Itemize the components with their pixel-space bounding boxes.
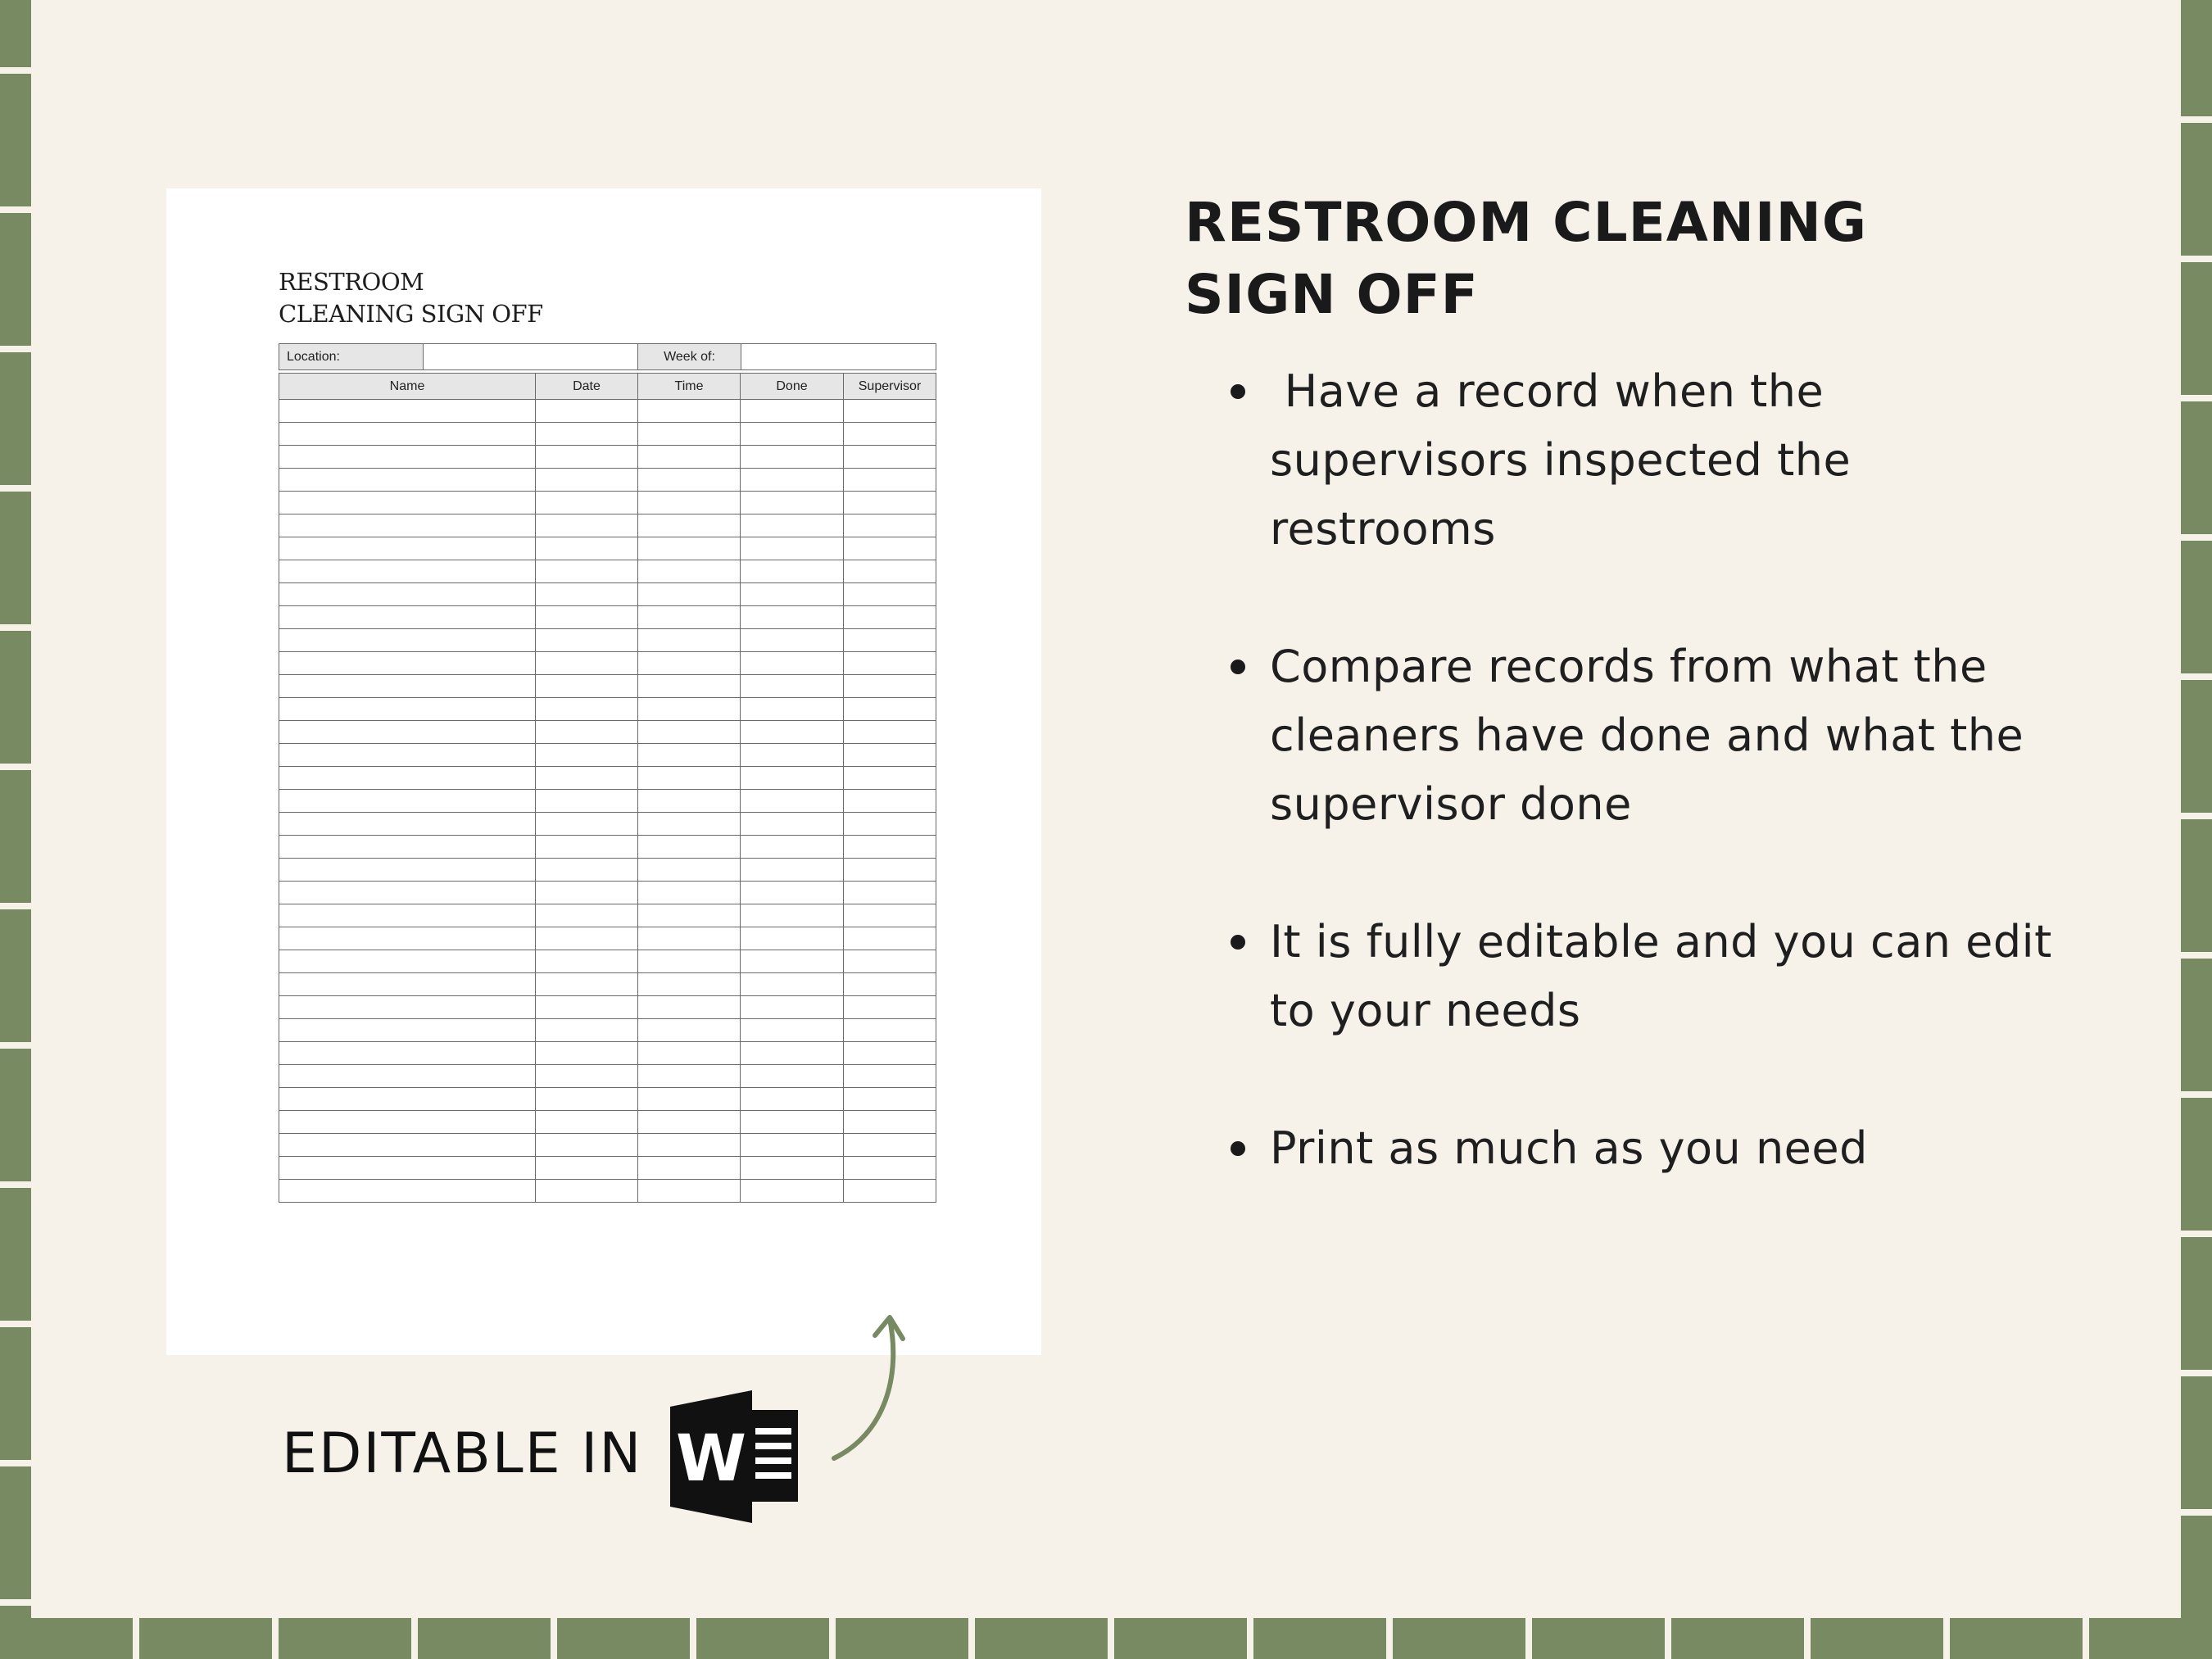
sign-off-cell[interactable] [638, 514, 741, 537]
sign-off-cell[interactable] [844, 1019, 936, 1042]
border-tile [0, 1327, 31, 1460]
sign-off-cell[interactable] [741, 836, 844, 859]
sign-off-cell[interactable] [536, 790, 638, 813]
feature-item [1221, 632, 2056, 839]
week-of-field[interactable] [741, 344, 936, 370]
curved-arrow-icon [819, 1303, 926, 1466]
editable-in-label: EDITABLE IN [282, 1421, 643, 1486]
sign-off-cell[interactable] [844, 744, 936, 767]
sign-off-cell[interactable] [536, 514, 638, 537]
column-header-time: Time [638, 374, 741, 400]
sign-off-cell[interactable] [638, 996, 741, 1019]
border-tile [418, 1618, 551, 1659]
sign-off-cell[interactable] [844, 629, 936, 652]
sign-off-cell[interactable] [844, 1111, 936, 1134]
sign-off-cell[interactable] [536, 927, 638, 950]
location-week-table [279, 343, 936, 370]
sign-off-cell[interactable] [279, 583, 536, 606]
sign-off-cell[interactable] [536, 836, 638, 859]
sign-off-cell[interactable] [741, 790, 844, 813]
sign-off-cell[interactable] [741, 492, 844, 514]
sign-off-row [279, 400, 936, 423]
feature-text: Print as much as you need [1270, 1122, 1868, 1174]
border-tile [0, 1618, 133, 1659]
border-tile [2089, 1618, 2212, 1659]
sign-off-cell[interactable] [741, 583, 844, 606]
sign-off-cell[interactable] [741, 698, 844, 721]
sign-off-cell[interactable] [638, 1111, 741, 1134]
sign-off-cell[interactable] [279, 744, 536, 767]
border-tile [2181, 680, 2212, 813]
sign-off-cell[interactable] [741, 652, 844, 675]
sign-off-cell[interactable] [844, 583, 936, 606]
border-tile [0, 1188, 31, 1321]
sign-off-row [279, 560, 936, 583]
sign-off-cell[interactable] [279, 859, 536, 882]
bullet-dot-icon [1231, 660, 1245, 674]
sign-off-row [279, 859, 936, 882]
feature-text: Compare records from what the cleaners have done and what the supervisor done [1270, 641, 2024, 830]
sign-off-row [279, 1065, 936, 1088]
border-tile [0, 74, 31, 206]
sign-off-cell[interactable] [844, 973, 936, 996]
sign-off-cell[interactable] [279, 790, 536, 813]
sign-off-cell[interactable] [536, 423, 638, 446]
sign-off-cell[interactable] [844, 927, 936, 950]
document-title-line-1: RESTROOM [279, 268, 424, 296]
sign-off-cell[interactable] [844, 675, 936, 698]
sign-off-cell[interactable] [741, 629, 844, 652]
sign-off-cell[interactable] [279, 1157, 536, 1180]
sign-off-cell[interactable] [638, 698, 741, 721]
sign-off-cell[interactable] [638, 469, 741, 492]
sign-off-cell[interactable] [536, 1134, 638, 1157]
border-tile [2181, 123, 2212, 256]
document-title-line-2: CLEANING SIGN OFF [279, 300, 543, 328]
feature-text: Have a record when the supervisors inspected the restrooms [1270, 365, 1865, 555]
arrow-shaft [834, 1319, 893, 1458]
border-tile [0, 1466, 31, 1599]
border-tile [1671, 1618, 1804, 1659]
sign-off-cell[interactable] [638, 1019, 741, 1042]
sign-off-cell[interactable] [844, 859, 936, 882]
sign-off-row [279, 1157, 936, 1180]
sign-off-cell[interactable] [741, 1019, 844, 1042]
sign-off-cell[interactable] [536, 1111, 638, 1134]
sign-off-cell[interactable] [279, 813, 536, 836]
sign-off-cell[interactable] [536, 400, 638, 423]
sign-off-cell[interactable] [638, 790, 741, 813]
sign-off-row [279, 537, 936, 560]
sign-off-cell[interactable] [844, 1042, 936, 1065]
border-tile [1811, 1618, 1943, 1659]
border-tile [2181, 1376, 2212, 1509]
border-tile [1114, 1618, 1247, 1659]
sign-off-cell[interactable] [741, 560, 844, 583]
sign-off-cell[interactable] [279, 537, 536, 560]
sign-off-cell[interactable] [844, 514, 936, 537]
sign-off-cell[interactable] [844, 469, 936, 492]
word-icon-letter: W [675, 1422, 747, 1496]
bullet-dot-icon [1231, 1141, 1245, 1156]
sign-off-header-row [279, 374, 936, 400]
sign-off-cell[interactable] [844, 996, 936, 1019]
sign-off-cell[interactable] [279, 882, 536, 904]
product-title: RESTROOM CLEANING SIGN OFF [1185, 191, 1868, 326]
sign-off-cell[interactable] [279, 492, 536, 514]
sign-off-cell[interactable] [741, 1134, 844, 1157]
sign-off-row [279, 514, 936, 537]
sign-off-row [279, 927, 936, 950]
sign-off-cell[interactable] [844, 698, 936, 721]
sign-off-cell[interactable] [638, 767, 741, 790]
sign-off-cell[interactable] [279, 1180, 536, 1203]
sign-off-cell[interactable] [279, 1134, 536, 1157]
sign-off-cell[interactable] [638, 1180, 741, 1203]
border-tile [2181, 1098, 2212, 1231]
sign-off-cell[interactable] [638, 1134, 741, 1157]
sign-off-cell[interactable] [844, 606, 936, 629]
sign-off-cell[interactable] [638, 859, 741, 882]
sign-off-cell[interactable] [844, 1065, 936, 1088]
sign-off-cell[interactable] [279, 927, 536, 950]
column-header-name: Name [279, 374, 536, 400]
sign-off-row [279, 492, 936, 514]
sign-off-cell[interactable] [279, 721, 536, 744]
word-icon-line [755, 1428, 791, 1435]
sign-off-cell[interactable] [279, 423, 536, 446]
sign-off-row [279, 1019, 936, 1042]
border-tile [2181, 819, 2212, 952]
sign-off-cell[interactable] [279, 446, 536, 469]
sign-off-cell[interactable] [741, 423, 844, 446]
sign-off-row [279, 973, 936, 996]
sign-off-cell[interactable] [741, 1111, 844, 1134]
sign-off-cell[interactable] [279, 1111, 536, 1134]
sign-off-cell[interactable] [741, 904, 844, 927]
sign-off-row [279, 629, 936, 652]
document-preview [166, 188, 1041, 1355]
microsoft-word-icon [670, 1390, 801, 1523]
sign-off-cell[interactable] [741, 469, 844, 492]
sign-off-cell[interactable] [638, 836, 741, 859]
border-tile [139, 1618, 272, 1659]
sign-off-cell[interactable] [536, 1042, 638, 1065]
sign-off-cell[interactable] [536, 813, 638, 836]
sign-off-cell[interactable] [536, 652, 638, 675]
sign-off-cell[interactable] [279, 1019, 536, 1042]
sign-off-cell[interactable] [638, 1065, 741, 1088]
sign-off-cell[interactable] [536, 996, 638, 1019]
feature-text: It is fully editable and you can edit to your needs [1270, 916, 2052, 1036]
sign-off-cell[interactable] [536, 469, 638, 492]
border-tile [0, 1049, 31, 1181]
sign-off-cell[interactable] [741, 1042, 844, 1065]
sign-off-cell[interactable] [638, 813, 741, 836]
sign-off-cell[interactable] [279, 1042, 536, 1065]
sign-off-cell[interactable] [844, 1180, 936, 1203]
sign-off-cell[interactable] [844, 1134, 936, 1157]
sign-off-cell[interactable] [741, 400, 844, 423]
word-icon-line [755, 1443, 791, 1449]
sign-off-cell[interactable] [279, 606, 536, 629]
sign-off-cell[interactable] [638, 606, 741, 629]
sign-off-cell[interactable] [279, 1088, 536, 1111]
sign-off-row [279, 836, 936, 859]
sign-off-table [279, 373, 936, 1203]
sign-off-row [279, 1180, 936, 1203]
sign-off-cell[interactable] [844, 882, 936, 904]
border-tile [0, 909, 31, 1042]
sign-off-cell[interactable] [741, 950, 844, 973]
sign-off-cell[interactable] [844, 560, 936, 583]
sign-off-cell[interactable] [638, 560, 741, 583]
sign-off-cell[interactable] [536, 904, 638, 927]
sign-off-cell[interactable] [279, 973, 536, 996]
border-tile [0, 213, 31, 346]
border-tile [1532, 1618, 1665, 1659]
sign-off-cell[interactable] [536, 537, 638, 560]
sign-off-cell[interactable] [844, 1157, 936, 1180]
sign-off-row [279, 813, 936, 836]
sign-off-cell[interactable] [741, 973, 844, 996]
sign-off-cell[interactable] [844, 400, 936, 423]
sign-off-cell[interactable] [638, 583, 741, 606]
sign-off-cell[interactable] [279, 629, 536, 652]
sign-off-row [279, 996, 936, 1019]
sign-off-row [279, 882, 936, 904]
sign-off-cell[interactable] [638, 537, 741, 560]
sign-off-cell[interactable] [844, 813, 936, 836]
sign-off-cell[interactable] [844, 721, 936, 744]
sign-off-rows [279, 400, 936, 1203]
sign-off-cell[interactable] [741, 606, 844, 629]
sign-off-cell[interactable] [844, 1088, 936, 1111]
sign-off-cell[interactable] [638, 1042, 741, 1065]
sign-off-row [279, 423, 936, 446]
sign-off-cell[interactable] [741, 446, 844, 469]
border-tile [2181, 0, 2212, 116]
border-tile [0, 492, 31, 624]
sign-off-cell[interactable] [279, 767, 536, 790]
sign-off-cell[interactable] [844, 537, 936, 560]
sign-off-cell[interactable] [741, 1180, 844, 1203]
sign-off-cell[interactable] [741, 537, 844, 560]
sign-off-cell[interactable] [638, 973, 741, 996]
border-tile [1393, 1618, 1525, 1659]
sign-off-cell[interactable] [536, 1065, 638, 1088]
sign-off-cell[interactable] [844, 652, 936, 675]
sign-off-cell[interactable] [844, 904, 936, 927]
feature-item [1221, 357, 2056, 564]
sign-off-cell[interactable] [536, 1019, 638, 1042]
sign-off-cell[interactable] [536, 973, 638, 996]
feature-item [1221, 1114, 2056, 1183]
sign-off-cell[interactable] [279, 996, 536, 1019]
sign-off-row [279, 1042, 936, 1065]
sign-off-cell[interactable] [741, 882, 844, 904]
sign-off-row [279, 950, 936, 973]
sign-off-cell[interactable] [844, 492, 936, 514]
sign-off-cell[interactable] [844, 950, 936, 973]
sign-off-cell[interactable] [638, 721, 741, 744]
sign-off-row [279, 606, 936, 629]
sign-off-cell[interactable] [638, 652, 741, 675]
border-tile [836, 1618, 968, 1659]
border-tile [279, 1618, 411, 1659]
sign-off-cell[interactable] [536, 721, 638, 744]
bullet-dot-icon [1231, 935, 1245, 950]
sign-off-cell[interactable] [279, 652, 536, 675]
feature-list [1221, 357, 2056, 1252]
sign-off-cell[interactable] [741, 1065, 844, 1088]
border-tile [2181, 262, 2212, 395]
sign-off-cell[interactable] [844, 446, 936, 469]
border-tile [696, 1618, 829, 1659]
word-icon-page [746, 1410, 798, 1502]
border-tile [557, 1618, 690, 1659]
sign-off-cell[interactable] [536, 950, 638, 973]
sign-off-cell[interactable] [279, 698, 536, 721]
bullet-dot-icon [1231, 384, 1245, 399]
sign-off-cell[interactable] [741, 927, 844, 950]
word-icon-line [755, 1457, 791, 1464]
sign-off-cell[interactable] [741, 744, 844, 767]
sign-off-cell[interactable] [741, 813, 844, 836]
sign-off-cell[interactable] [279, 469, 536, 492]
border-tile [0, 770, 31, 903]
sign-off-cell[interactable] [741, 514, 844, 537]
sign-off-cell[interactable] [844, 836, 936, 859]
border-tile [975, 1618, 1108, 1659]
sign-off-cell[interactable] [638, 492, 741, 514]
sign-off-cell[interactable] [536, 492, 638, 514]
sign-off-cell[interactable] [844, 423, 936, 446]
column-header-done: Done [741, 374, 844, 400]
word-icon-line [755, 1472, 791, 1479]
sign-off-cell[interactable] [638, 1088, 741, 1111]
border-tile [1253, 1618, 1386, 1659]
border-tile [2181, 959, 2212, 1091]
sign-off-cell[interactable] [741, 675, 844, 698]
sign-off-cell[interactable] [638, 744, 741, 767]
sign-off-cell[interactable] [638, 400, 741, 423]
sign-off-cell[interactable] [638, 927, 741, 950]
sign-off-row [279, 767, 936, 790]
sign-off-cell[interactable] [638, 423, 741, 446]
sign-off-cell[interactable] [741, 721, 844, 744]
sign-off-cell[interactable] [279, 1065, 536, 1088]
sign-off-row [279, 583, 936, 606]
sign-off-cell[interactable] [741, 996, 844, 1019]
sign-off-cell[interactable] [638, 629, 741, 652]
sign-off-cell[interactable] [536, 1180, 638, 1203]
sign-off-cell[interactable] [638, 446, 741, 469]
sign-off-cell[interactable] [741, 767, 844, 790]
location-label: Location: [279, 344, 424, 370]
border-tile [0, 352, 31, 485]
sign-off-cell[interactable] [844, 767, 936, 790]
sign-off-cell[interactable] [536, 1157, 638, 1180]
border-tile [1950, 1618, 2083, 1659]
week-of-label: Week of: [638, 344, 741, 370]
sign-off-cell[interactable] [536, 560, 638, 583]
sign-off-cell[interactable] [536, 446, 638, 469]
column-header-date: Date [536, 374, 638, 400]
sign-off-cell[interactable] [279, 400, 536, 423]
sign-off-cell[interactable] [279, 904, 536, 927]
sign-off-row [279, 721, 936, 744]
border-tile [0, 631, 31, 764]
sign-off-cell[interactable] [279, 560, 536, 583]
sign-off-cell[interactable] [844, 790, 936, 813]
border-tile [2181, 541, 2212, 673]
sign-off-cell[interactable] [638, 675, 741, 698]
sign-off-row [279, 675, 936, 698]
sign-off-cell[interactable] [536, 629, 638, 652]
sign-off-cell[interactable] [536, 882, 638, 904]
sign-off-cell[interactable] [741, 1088, 844, 1111]
sign-off-cell[interactable] [536, 767, 638, 790]
sign-off-cell[interactable] [279, 514, 536, 537]
border-tile [2181, 401, 2212, 534]
sign-off-row [279, 744, 936, 767]
sign-off-row [279, 1111, 936, 1134]
border-tile [2181, 1237, 2212, 1370]
sign-off-cell[interactable] [638, 882, 741, 904]
sign-off-row [279, 698, 936, 721]
sign-off-cell[interactable] [279, 675, 536, 698]
sign-off-cell[interactable] [536, 583, 638, 606]
document-title [279, 266, 543, 330]
sign-off-row [279, 790, 936, 813]
sign-off-row [279, 446, 936, 469]
sign-off-cell[interactable] [536, 744, 638, 767]
sign-off-cell[interactable] [536, 606, 638, 629]
sign-off-cell[interactable] [741, 859, 844, 882]
sign-off-cell[interactable] [638, 1157, 741, 1180]
sign-off-row [279, 1134, 936, 1157]
sign-off-row [279, 904, 936, 927]
column-header-supervisor: Supervisor [844, 374, 936, 400]
location-field[interactable] [424, 344, 638, 370]
sign-off-cell[interactable] [279, 836, 536, 859]
sign-off-cell[interactable] [536, 859, 638, 882]
sign-off-cell[interactable] [638, 950, 741, 973]
border-tile [0, 0, 31, 67]
feature-item [1221, 908, 2056, 1045]
sign-off-cell[interactable] [536, 1088, 638, 1111]
sign-off-cell[interactable] [279, 950, 536, 973]
sign-off-row [279, 1088, 936, 1111]
sign-off-cell[interactable] [536, 675, 638, 698]
sign-off-row [279, 652, 936, 675]
sign-off-row [279, 469, 936, 492]
sign-off-cell[interactable] [741, 1157, 844, 1180]
sign-off-cell[interactable] [536, 698, 638, 721]
sign-off-cell[interactable] [638, 904, 741, 927]
